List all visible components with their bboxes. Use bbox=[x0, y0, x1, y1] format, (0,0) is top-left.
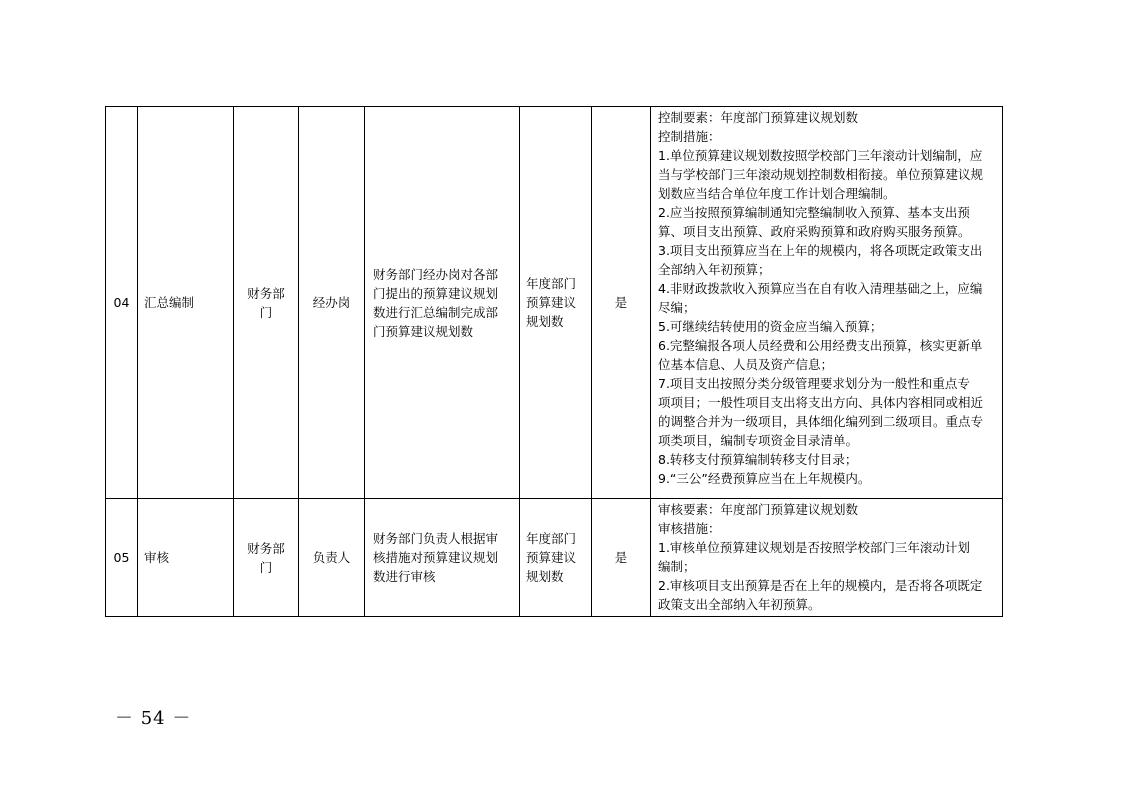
step-number: 05 bbox=[106, 499, 138, 617]
department-cell bbox=[234, 107, 299, 499]
control-line: 8.转移支付预算编制转移支付目录； bbox=[658, 452, 858, 467]
control-line: 划数应当结合单位年度工作计划合理编制。 bbox=[658, 186, 896, 201]
description-cell bbox=[365, 499, 520, 617]
description-text: 财务部门负责人根据审 核措施对预算建议规划 数进行审核 bbox=[373, 531, 499, 584]
process-table bbox=[105, 106, 1003, 617]
control-line: 控制措施： bbox=[658, 129, 721, 144]
table-row bbox=[106, 107, 1003, 499]
control-line: 2.审核项目支出预算是否在上年的规模内，是否将各项既定 bbox=[658, 578, 983, 593]
control-line: 3.项目支出预算应当在上年的规模内，将各项既定政策支出 bbox=[658, 243, 983, 258]
page-number: － 54 － bbox=[115, 708, 192, 729]
step-name: 审核 bbox=[138, 499, 234, 617]
document-cell bbox=[520, 107, 592, 499]
step-number: 04 bbox=[106, 107, 138, 499]
document-text: 年度部门 预算建议 规划数 bbox=[526, 531, 577, 584]
control-line: 当与学校部门三年滚动规划控制数相衔接。单位预算建议规 bbox=[658, 167, 984, 182]
control-line: 5.可继续结转使用的资金应当编入预算； bbox=[658, 319, 883, 334]
control-line: 的调整合并为一级项目，具体细化编列到二级项目。重点专 bbox=[658, 414, 984, 429]
control-line: 2.应当按照预算编制通知完整编制收入预算、基本支出预 bbox=[658, 205, 970, 220]
review-measures-cell bbox=[651, 499, 1003, 617]
control-line: 政策支出全部纳入年初预算。 bbox=[658, 597, 821, 612]
department-text: 财务部 门 bbox=[247, 540, 285, 575]
control-line: 审核措施： bbox=[658, 521, 721, 536]
document-cell bbox=[520, 499, 592, 617]
control-line: 尽编； bbox=[658, 300, 696, 315]
control-line: 1.审核单位预算建议规划是否按照学校部门三年滚动计划 bbox=[658, 540, 970, 555]
document-text: 年度部门 预算建议 规划数 bbox=[526, 276, 577, 329]
department-text: 财务部 门 bbox=[247, 285, 285, 320]
control-line: 9.“三公”经费预算应当在上年规模内。 bbox=[658, 471, 871, 486]
required-cell: 是 bbox=[592, 499, 651, 617]
required-cell: 是 bbox=[592, 107, 651, 499]
control-line: 4.非财政拨款收入预算应当在自有收入清理基础之上，应编 bbox=[658, 281, 983, 296]
control-line: 7.项目支出按照分类分级管理要求划分为一般性和重点专 bbox=[658, 376, 970, 391]
control-line: 1.单位预算建议规划数按照学校部门三年滚动计划编制，应 bbox=[658, 148, 983, 163]
description-cell bbox=[365, 107, 520, 499]
department-cell bbox=[234, 499, 299, 617]
control-line: 审核要素：年度部门预算建议规划数 bbox=[658, 502, 859, 517]
step-name: 汇总编制 bbox=[138, 107, 234, 499]
control-line: 全部纳入年初预算； bbox=[658, 262, 771, 277]
control-line: 项项目；一般性项目支出将支出方向、具体内容相同或相近 bbox=[658, 395, 984, 410]
control-line: 位基本信息、人员及资产信息； bbox=[658, 357, 834, 372]
description-text: 财务部门经办岗对各部 门提出的预算建议规划 数进行汇总编制完成部 门预算建议规划数 bbox=[373, 266, 499, 339]
role-cell: 经办岗 bbox=[299, 107, 365, 499]
control-line: 项类项目，编制专项资金目录清单。 bbox=[658, 433, 859, 448]
control-line: 编制； bbox=[658, 559, 696, 574]
table-row bbox=[106, 499, 1003, 617]
control-line: 控制要素：年度部门预算建议规划数 bbox=[658, 110, 859, 125]
control-measures-cell bbox=[651, 107, 1003, 499]
role-cell: 负责人 bbox=[299, 499, 365, 617]
control-line: 算、项目支出预算、政府采购预算和政府购买服务预算。 bbox=[658, 224, 971, 239]
control-line: 6.完整编报各项人员经费和公用经费支出预算，核实更新单 bbox=[658, 338, 983, 353]
